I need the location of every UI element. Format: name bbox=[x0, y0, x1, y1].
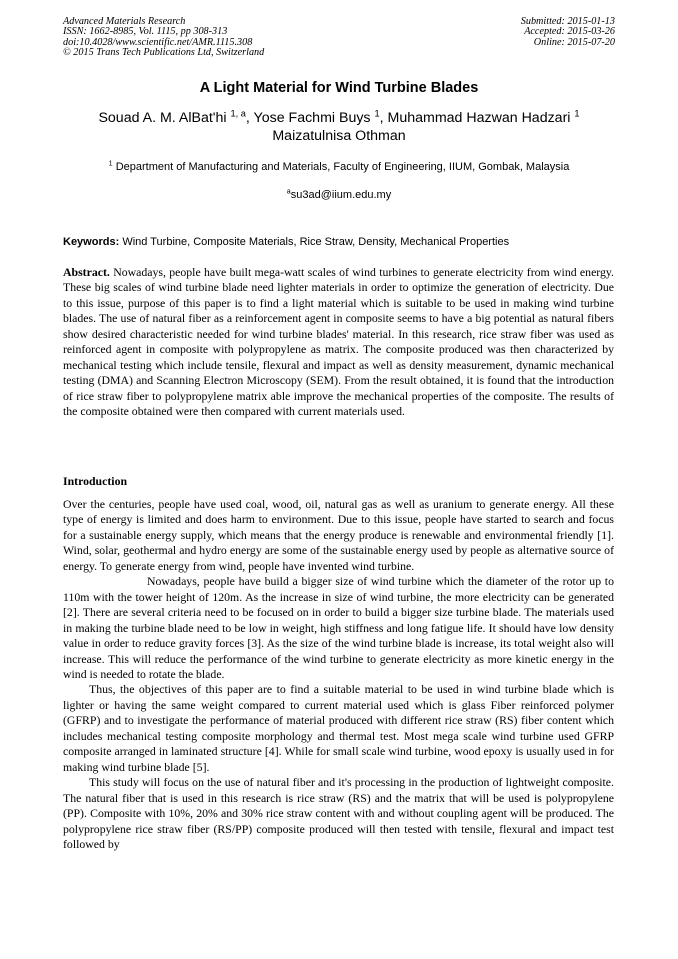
affiliation-mark: 1 bbox=[108, 159, 113, 168]
affiliation bbox=[0, 161, 678, 173]
online-date: Online: 2015-07-20 bbox=[533, 36, 615, 48]
author-affiliation-mark: 1 bbox=[374, 108, 380, 119]
journal-info bbox=[63, 17, 264, 59]
abstract bbox=[63, 265, 614, 420]
paragraph: Over the centuries, people have used coal, wood, oil, natural gas as well as uranium to generate energy. All these type of energy is limited and does harm to environment. Due to this issue, people have started to search and focus for a sustainable energy supply, which means that the energy produce is renewable and environmental friendly [1]. Wind, solar, geothermal and hydro energy are some of the sustainable energy used by people as alternative source of energy. To generate energy from wind, people have invented wind turbine. bbox=[63, 497, 614, 573]
journal-copyright: © 2015 Trans Tech Publications Ltd, Switzerland bbox=[63, 47, 265, 59]
keywords-label: Keywords: bbox=[63, 236, 120, 248]
author-name: Souad A. M. AlBat'hi bbox=[98, 110, 227, 126]
paper-title: A Light Material for Wind Turbine Blades bbox=[199, 80, 479, 96]
journal-doi: doi:10.4028/www.scientific.net/AMR.1115.308 bbox=[63, 36, 253, 48]
keywords bbox=[63, 236, 623, 248]
abstract-label: Abstract. bbox=[63, 265, 110, 279]
author-name: Yose Fachmi Buys bbox=[253, 110, 371, 126]
submitted-date: Submitted: 2015-01-13 bbox=[520, 16, 615, 27]
contact-email bbox=[0, 189, 678, 201]
author-affiliation-mark: 1 bbox=[574, 108, 580, 119]
paragraph: Nowadays, people have build a bigger size of wind turbine which the diameter of the rotor up to 110m with the tower height of 120m. As the increase in size of wind turbine, the more electricity can be generated [2]. There are several criteria need to be focused on in order to build a bigger size turbine blade. The materials used in making the turbine blade need to be low in weight, high stiffness and long fatigue life. It should have low density value in order to reduce gravity forces [3]. As the size of the wind turbine blade is increase, its total weight also will increase. This will reduce the performance of the wind turbine to generate electricity as more kinetic energy in the wind is needed to rotate the blade. bbox=[63, 574, 614, 681]
affiliation-text: Department of Manufacturing and Materials, Faculty of Engineering, IIUM, Gombak, Malaysia bbox=[115, 161, 570, 173]
author-name: Muhammad Hazwan Hadzari bbox=[387, 110, 571, 126]
introduction-body bbox=[63, 497, 614, 852]
submission-dates bbox=[521, 17, 615, 48]
paragraph: Thus, the objectives of this paper are to find a suitable material to be used in wind turbine blade which is lighter or having the same weight compared to current material used which is glass Fiber reinforced polymer (GFRP) and to investigate the performance of material produced with different rice straw (RS) fiber content which includes mechanical testing composite morphology and thermal test. Most mega scale wind turbine used GFRP composite arranged in laminated structure [4]. While for small scale wind turbine, wood epoxy is usually used in for making wind turbine blade [5]. bbox=[63, 682, 614, 774]
keywords-text: Wind Turbine, Composite Materials, Rice Straw, Density, Mechanical Properties bbox=[122, 236, 510, 248]
email-mark: a bbox=[286, 187, 291, 196]
accepted-date: Accepted: 2015-03-26 bbox=[524, 26, 615, 38]
email-text: su3ad@iium.edu.my bbox=[290, 189, 392, 201]
paragraph: This study will focus on the use of natural fiber and it's processing in the production of lightweight composite. The natural fiber that is used in this research is rice straw (RS) and the matrix that will be used is polypropylene (PP). Composite with 10%, 20% and 30% rice straw content with and without coupling agent will be produced. The polypropylene rice straw fiber (RS/PP) composite produced will then tested with tensile, flexural and impact test followed by bbox=[63, 775, 614, 851]
author-affiliation-mark: 1, a bbox=[230, 108, 246, 119]
abstract-text: Nowadays, people have built mega-watt scales of wind turbines to generate electricity from wind energy. These big scales of wind turbine blade need lighter materials in order to optimize the generation of electricity. Due to this issue, purpose of this paper is to find a light material which is suitable to be used in making wind turbine blades. The use of natural fiber as a reinforcement agent in composite seems to have a big potential as natural fibers show desired characteristic needed for wind turbine blades' material. In this research, rice straw fiber was used as reinforced agent in composite with polypropylene as matrix. The composite produced was then characterized by mechanical testing which include tensile, flexural and impact as well as density measurement, dynamic mechanical testing (DMA) and Scanning Electron Microscopy (SEM). From the result obtained, it is found that the introduction of rice straw fiber to polypropylene matrix able improve the mechanical properties of the composite. The results of the composite obtained were then compared with current materials used. bbox=[63, 265, 614, 419]
journal-name: Advanced Materials Research bbox=[63, 16, 186, 27]
journal-issn: ISSN: 1662-8985, Vol. 1115, pp 308-313 bbox=[63, 26, 228, 38]
author-name: Maizatulnisa Othman bbox=[272, 128, 406, 144]
introduction-heading: Introduction bbox=[63, 474, 128, 488]
author-list: Souad A. M. AlBat'hi $^{1, a}$, Yose Fachmi Buys $^1$, Muhammad Hazwan Hadzari $^1$ Maizatulnisa Othman bbox=[98, 108, 580, 144]
